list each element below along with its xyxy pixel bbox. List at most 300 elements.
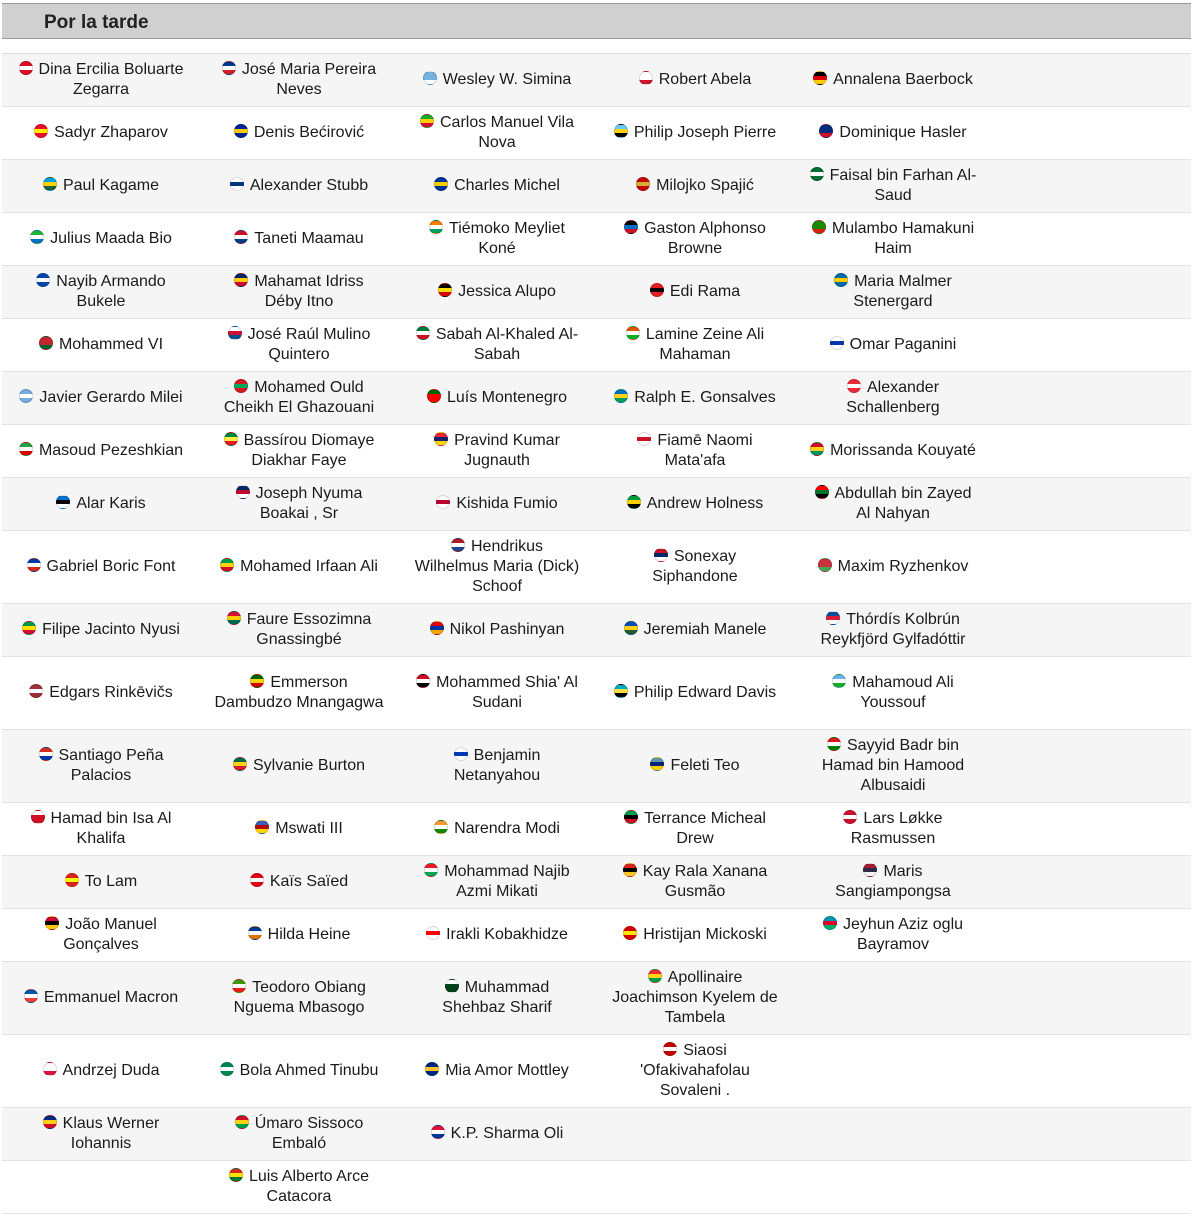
empty-cell xyxy=(596,1161,794,1213)
leader-cell xyxy=(596,266,794,318)
leader-cell xyxy=(2,266,200,318)
leader-name: Siaosi 'Ofakivahafolau Sovaleni . xyxy=(640,1042,750,1099)
empty-cell xyxy=(398,1161,596,1213)
israel-flag-icon xyxy=(454,747,468,761)
table-row xyxy=(2,1161,1191,1214)
malta-flag-icon xyxy=(639,71,653,85)
table-row xyxy=(2,478,1191,531)
leader-cell xyxy=(2,730,200,802)
leader-cell xyxy=(2,54,200,106)
leaders-grid xyxy=(2,53,1191,1214)
leader-name: Annalena Baerbock xyxy=(833,71,973,88)
leader-cell xyxy=(2,604,200,656)
cape-verde-flag-icon xyxy=(222,61,236,75)
leader-cell xyxy=(794,909,992,961)
leader-cell xyxy=(200,160,398,212)
leader-name: José Raúl Mulino Quintero xyxy=(247,326,371,363)
leader-name: Joseph Nyuma Boakai , Sr xyxy=(255,485,363,522)
samoa-flag-icon xyxy=(637,432,651,446)
leader-name: Hendrikus Wilhelmus Maria (Dick) Schoof xyxy=(414,538,580,595)
leader-name: Pravind Kumar Jugnauth xyxy=(454,432,560,469)
leader-name: Mohamed Ould Cheikh El Ghazouani xyxy=(223,379,375,416)
laos-flag-icon xyxy=(654,548,668,562)
leader-name: José Maria Pereira Neves xyxy=(241,61,377,98)
germany-flag-icon xyxy=(813,71,827,85)
uganda-flag-icon xyxy=(438,283,452,297)
solomon-islands-flag-icon xyxy=(624,621,638,635)
leader-cell xyxy=(2,1108,200,1160)
table-row xyxy=(2,1035,1191,1108)
leader-cell xyxy=(2,856,200,908)
leader-cell xyxy=(596,730,794,802)
leader-name: Mohammad Najib Azmi Mikati xyxy=(444,863,570,900)
table-row xyxy=(2,1108,1191,1161)
empty-cell xyxy=(794,1161,992,1213)
leader-name: Charles Michel xyxy=(454,177,560,194)
leader-name: Apollinaire Joachimson Kyelem de Tambela xyxy=(612,969,778,1026)
tuvalu-flag-icon xyxy=(650,757,664,771)
leader-cell xyxy=(794,657,992,729)
leader-cell xyxy=(794,803,992,855)
sierra-leone-flag-icon xyxy=(30,230,44,244)
empty-cell xyxy=(2,1161,200,1213)
guinea-bissau-flag-icon xyxy=(235,1115,249,1129)
leader-cell xyxy=(596,160,794,212)
leader-cell xyxy=(398,372,596,424)
leader-cell xyxy=(398,962,596,1034)
table-row xyxy=(2,962,1191,1035)
leader-cell xyxy=(794,107,992,159)
barbados-flag-icon xyxy=(425,1062,439,1076)
leader-name: Javier Gerardo Milei xyxy=(39,389,183,406)
leader-cell xyxy=(200,962,398,1034)
table-row xyxy=(2,54,1191,107)
leader-cell xyxy=(2,425,200,477)
bahrain-flag-icon xyxy=(31,810,45,824)
leader-cell xyxy=(794,160,992,212)
portugal-flag-icon xyxy=(427,389,441,403)
equatorial-guinea-flag-icon xyxy=(232,979,246,993)
saint-kitts-flag-icon xyxy=(624,810,638,824)
peru-flag-icon xyxy=(19,61,33,75)
leader-name: Tiémoko Meyliet Koné xyxy=(449,220,565,257)
nigeria-flag-icon xyxy=(220,1062,234,1076)
leader-cell xyxy=(200,478,398,530)
leader-name: Edi Rama xyxy=(669,283,741,300)
liberia-flag-icon xyxy=(236,485,250,499)
leader-name: Dominique Hasler xyxy=(839,124,967,141)
timor-leste-flag-icon xyxy=(623,863,637,877)
leader-name: Nikol Pashinyan xyxy=(449,621,565,638)
leader-cell xyxy=(200,803,398,855)
leader-cell xyxy=(794,372,992,424)
leader-name: Teodoro Obiang Nguema Mbasogo xyxy=(233,979,366,1016)
leader-cell xyxy=(2,372,200,424)
leader-cell xyxy=(596,372,794,424)
leader-name: Kaïs Saïed xyxy=(269,873,349,890)
india-flag-icon xyxy=(434,820,448,834)
leader-name: Andrew Holness xyxy=(646,495,764,512)
leader-cell xyxy=(200,372,398,424)
leader-name: Mahamoud Ali Youssouf xyxy=(852,674,954,711)
leader-name: Kay Rala Xanana Gusmão xyxy=(642,863,768,900)
latvia-flag-icon xyxy=(29,684,43,698)
leader-name: Alar Karis xyxy=(76,495,146,512)
guyana-flag-icon xyxy=(220,558,234,572)
leader-cell xyxy=(200,730,398,802)
leader-name: Lamine Zeine Ali Mahaman xyxy=(645,326,765,363)
table-row xyxy=(2,319,1191,372)
leader-cell xyxy=(200,1161,398,1213)
morocco-flag-icon xyxy=(39,336,53,350)
eswatini-flag-icon xyxy=(255,820,269,834)
leader-name: Faisal bin Farhan Al-Saud xyxy=(829,167,977,204)
leader-cell xyxy=(596,107,794,159)
zimbabwe-flag-icon xyxy=(250,674,264,688)
leader-name: Mulambo Hamakuni Haim xyxy=(831,220,975,257)
leader-name: Mohammed VI xyxy=(58,336,164,353)
leader-cell xyxy=(596,54,794,106)
leader-name: Sylvanie Burton xyxy=(252,757,366,774)
leader-cell xyxy=(794,54,992,106)
leader-cell xyxy=(794,425,992,477)
chad-flag-icon xyxy=(234,273,248,287)
paraguay-flag-icon xyxy=(39,747,53,761)
leader-name: Thórdís Kolbrún Reykfjörd Gylfadóttir xyxy=(820,611,966,648)
empty-cell xyxy=(596,1108,794,1160)
montenegro-flag-icon xyxy=(636,177,650,191)
bahamas-flag-icon xyxy=(614,684,628,698)
leader-name: Philip Edward Davis xyxy=(633,684,777,701)
leader-name: Luís Montenegro xyxy=(446,389,568,406)
leader-cell xyxy=(794,478,992,530)
leader-cell xyxy=(200,425,398,477)
mozambique-flag-icon xyxy=(22,621,36,635)
leader-cell xyxy=(398,478,596,530)
denmark-flag-icon xyxy=(843,810,857,824)
table-row xyxy=(2,856,1191,909)
leader-cell xyxy=(200,319,398,371)
leader-name: Faure Essozimna Gnassingbé xyxy=(246,611,372,648)
leader-name: Julius Maada Bio xyxy=(50,230,172,247)
table-row xyxy=(2,160,1191,213)
iran-flag-icon xyxy=(19,442,33,456)
leader-cell xyxy=(2,107,200,159)
leader-cell xyxy=(200,1035,398,1107)
leader-name: Alexander Schallenberg xyxy=(846,379,940,416)
leader-cell xyxy=(2,909,200,961)
leader-cell xyxy=(2,657,200,729)
leader-cell xyxy=(398,266,596,318)
leader-name: Lars Løkke Rasmussen xyxy=(850,810,943,847)
leader-cell xyxy=(200,1108,398,1160)
japan-flag-icon xyxy=(436,495,450,509)
leader-cell xyxy=(200,856,398,908)
table-row xyxy=(2,372,1191,425)
saint-vincent-flag-icon xyxy=(614,389,628,403)
leader-name: Mohamed Irfaan Ali xyxy=(240,558,378,575)
leader-name: Carlos Manuel Vila Nova xyxy=(440,114,574,151)
leader-name: Taneti Maamau xyxy=(254,230,364,247)
empty-cell xyxy=(794,1035,992,1107)
leader-name: Gaston Alphonso Browne xyxy=(644,220,766,257)
leader-name: Maxim Ryzhenkov xyxy=(837,558,969,575)
leader-cell xyxy=(200,266,398,318)
leader-name: Fiamē Naomi Mata'afa xyxy=(657,432,753,469)
leader-name: Dina Ercilia Boluarte Zegarra xyxy=(38,61,184,98)
table-row xyxy=(2,425,1191,478)
leader-name: Feleti Teo xyxy=(670,757,740,774)
leader-name: Hilda Heine xyxy=(267,926,351,943)
leader-name: Andrzej Duda xyxy=(62,1062,160,1079)
leader-name: Sayyid Badr bin Hamad bin Hamood Albusaidi xyxy=(821,737,965,794)
empty-cell xyxy=(794,962,992,1034)
leader-cell xyxy=(398,425,596,477)
iceland-flag-icon xyxy=(826,611,840,625)
leader-cell xyxy=(398,319,596,371)
leader-cell xyxy=(398,107,596,159)
uae-flag-icon xyxy=(815,485,829,499)
leader-cell xyxy=(596,531,794,603)
leader-name: Milojko Spajić xyxy=(656,177,754,194)
leader-name: Mahamat Idriss Déby Itno xyxy=(254,273,364,310)
panama-flag-icon xyxy=(228,326,242,340)
table-row xyxy=(2,213,1191,266)
leader-cell xyxy=(200,531,398,603)
leader-cell xyxy=(794,266,992,318)
micronesia-flag-icon xyxy=(423,71,437,85)
leader-cell xyxy=(200,54,398,106)
table-row xyxy=(2,730,1191,803)
leader-cell xyxy=(398,160,596,212)
chile-flag-icon xyxy=(27,558,41,572)
leader-name: Jessica Alupo xyxy=(458,283,556,300)
leader-cell xyxy=(794,531,992,603)
georgia-flag-icon xyxy=(426,926,440,940)
leader-name: Bassírou Diomaye Diakhar Faye xyxy=(243,432,375,469)
leader-name: Terrance Micheal Drew xyxy=(644,810,766,847)
guinea-flag-icon xyxy=(810,442,824,456)
leader-cell xyxy=(398,657,596,729)
thailand-flag-icon xyxy=(863,863,877,877)
leader-cell xyxy=(794,856,992,908)
north-macedonia-flag-icon xyxy=(623,926,637,940)
leader-name: Paul Kagame xyxy=(62,177,160,194)
leader-name: Kishida Fumio xyxy=(456,495,558,512)
leader-name: Hamad bin Isa Al Khalifa xyxy=(50,810,172,847)
leader-cell xyxy=(596,425,794,477)
leader-cell xyxy=(596,604,794,656)
leader-cell xyxy=(398,803,596,855)
france-flag-icon xyxy=(24,989,38,1003)
romania-flag-icon xyxy=(43,1115,57,1129)
leader-name: Luis Alberto Arce Catacora xyxy=(248,1168,370,1205)
leader-name: João Manuel Gonçalves xyxy=(63,916,157,953)
marshall-islands-flag-icon xyxy=(248,926,262,940)
leader-name: Úmaro Sissoco Embaló xyxy=(254,1115,364,1152)
djibouti-flag-icon xyxy=(832,674,846,688)
netherlands-flag-icon xyxy=(451,538,465,552)
eu-flag-icon xyxy=(434,177,448,191)
leader-name: Abdullah bin Zayed Al Nahyan xyxy=(834,485,972,522)
jamaica-flag-icon xyxy=(627,495,641,509)
leader-name: Klaus Werner Iohannis xyxy=(62,1115,160,1152)
leader-cell xyxy=(398,604,596,656)
table-row xyxy=(2,107,1191,160)
kuwait-flag-icon xyxy=(416,326,430,340)
pakistan-flag-icon xyxy=(445,979,459,993)
argentina-flag-icon xyxy=(19,389,33,403)
leader-cell xyxy=(398,856,596,908)
dominica-flag-icon xyxy=(233,757,247,771)
leader-name: Sabah Al-Khaled Al-Sabah xyxy=(435,326,579,363)
leader-name: Benjamin Netanyahou xyxy=(453,747,541,784)
table-row xyxy=(2,803,1191,856)
leader-name: Mia Amor Mottley xyxy=(445,1062,569,1079)
leader-cell xyxy=(200,657,398,729)
section-title: Por la tarde xyxy=(44,12,149,33)
leader-cell xyxy=(794,730,992,802)
iraq-flag-icon xyxy=(416,674,430,688)
uruguay-flag-icon xyxy=(830,336,844,350)
leader-name: Maria Malmer Stenergard xyxy=(853,273,952,310)
saint-lucia-flag-icon xyxy=(614,124,628,138)
togo-flag-icon xyxy=(227,611,241,625)
leader-cell xyxy=(794,319,992,371)
armenia-flag-icon xyxy=(430,621,444,635)
leader-cell xyxy=(596,856,794,908)
leader-cell xyxy=(794,213,992,265)
albania-flag-icon xyxy=(650,283,664,297)
leader-name: Santiago Peña Palacios xyxy=(58,747,164,784)
leader-cell xyxy=(596,319,794,371)
estonia-flag-icon xyxy=(56,495,70,509)
leader-name: Gabriel Boric Font xyxy=(46,558,176,575)
azerbaijan-flag-icon xyxy=(823,916,837,930)
burkina-faso-flag-icon xyxy=(648,969,662,983)
leader-cell xyxy=(2,803,200,855)
leader-cell xyxy=(398,909,596,961)
austria-flag-icon xyxy=(847,379,861,393)
leader-name: Mswati III xyxy=(275,820,343,837)
leader-cell xyxy=(200,213,398,265)
senegal-flag-icon xyxy=(224,432,238,446)
leader-name: Narendra Modi xyxy=(454,820,560,837)
vietnam-flag-icon xyxy=(65,873,79,887)
table-row xyxy=(2,604,1191,657)
leader-cell xyxy=(2,213,200,265)
leader-name: Philip Joseph Pierre xyxy=(633,124,777,141)
kiribati-flag-icon xyxy=(234,230,248,244)
leader-cell xyxy=(398,54,596,106)
leader-name: Masoud Pezeshkian xyxy=(38,442,184,459)
leader-name: Bola Ahmed Tinubu xyxy=(239,1062,379,1079)
leader-name: Jeremiah Manele xyxy=(643,621,767,638)
leader-name: Morissanda Kouyaté xyxy=(830,442,976,459)
leader-name: Irakli Kobakhidze xyxy=(446,926,568,943)
leader-cell xyxy=(2,962,200,1034)
leader-cell xyxy=(596,803,794,855)
kyrgyzstan-flag-icon xyxy=(34,124,48,138)
leader-cell xyxy=(398,213,596,265)
table-row xyxy=(2,909,1191,962)
leader-cell xyxy=(2,319,200,371)
liechtenstein-flag-icon xyxy=(819,124,833,138)
leader-name: Omar Paganini xyxy=(849,336,957,353)
leader-name: Nayib Armando Bukele xyxy=(56,273,166,310)
leader-name: Robert Abela xyxy=(658,71,752,88)
tonga-flag-icon xyxy=(663,1042,677,1056)
leader-cell xyxy=(200,107,398,159)
ivory-coast-flag-icon xyxy=(429,220,443,234)
leader-name: Wesley W. Simina xyxy=(442,71,572,88)
table-row xyxy=(2,657,1191,730)
belarus-flag-icon xyxy=(818,558,832,572)
leader-cell xyxy=(2,478,200,530)
leader-cell xyxy=(596,962,794,1034)
section-header xyxy=(2,3,1191,39)
tunisia-flag-icon xyxy=(250,873,264,887)
angola-flag-icon xyxy=(45,916,59,930)
leader-name: K.P. Sharma Oli xyxy=(450,1125,564,1142)
mauritania-flag-icon xyxy=(234,379,248,393)
leader-cell xyxy=(596,1035,794,1107)
leader-cell xyxy=(398,1108,596,1160)
leader-name: Alexander Stubb xyxy=(249,177,369,194)
leader-name: Denis Bećirović xyxy=(253,124,365,141)
zambia-flag-icon xyxy=(812,220,826,234)
sao-tome-flag-icon xyxy=(420,114,434,128)
bosnia-flag-icon xyxy=(234,124,248,138)
empty-cell xyxy=(794,1108,992,1160)
niger-flag-icon xyxy=(626,326,640,340)
leader-name: Emmerson Dambudzo Mnangagwa xyxy=(214,674,384,711)
leader-name: Muhammad Shehbaz Sharif xyxy=(442,979,552,1016)
leader-name: Sonexay Siphandone xyxy=(652,548,738,585)
table-row xyxy=(2,531,1191,604)
leader-name: Maris Sangiampongsa xyxy=(835,863,951,900)
leader-cell xyxy=(200,604,398,656)
leader-name: Jeyhun Aziz oglu Bayramov xyxy=(842,916,964,953)
nepal-flag-icon xyxy=(431,1125,445,1139)
rwanda-flag-icon xyxy=(43,177,57,191)
leader-cell xyxy=(2,160,200,212)
leader-cell xyxy=(794,604,992,656)
bolivia-flag-icon xyxy=(229,1168,243,1182)
leader-cell xyxy=(596,478,794,530)
sweden-flag-icon xyxy=(834,273,848,287)
table-row xyxy=(2,266,1191,319)
leader-cell xyxy=(200,909,398,961)
finland-flag-icon xyxy=(230,177,244,191)
leader-cell xyxy=(596,657,794,729)
poland-flag-icon xyxy=(43,1062,57,1076)
mauritius-flag-icon xyxy=(434,432,448,446)
oman-flag-icon xyxy=(827,737,841,751)
leader-cell xyxy=(2,531,200,603)
leader-cell xyxy=(398,1035,596,1107)
leader-name: Edgars Rinkēvičs xyxy=(49,684,173,701)
leader-name: Mohammed Shia' Al Sudani xyxy=(436,674,578,711)
leader-name: Ralph E. Gonsalves xyxy=(634,389,776,406)
leader-cell xyxy=(596,909,794,961)
leader-cell xyxy=(2,1035,200,1107)
leader-name: Hristijan Mickoski xyxy=(643,926,767,943)
leader-cell xyxy=(596,213,794,265)
leader-name: Filipe Jacinto Nyusi xyxy=(42,621,180,638)
leader-cell xyxy=(398,730,596,802)
leader-name: Sadyr Zhaparov xyxy=(54,124,168,141)
